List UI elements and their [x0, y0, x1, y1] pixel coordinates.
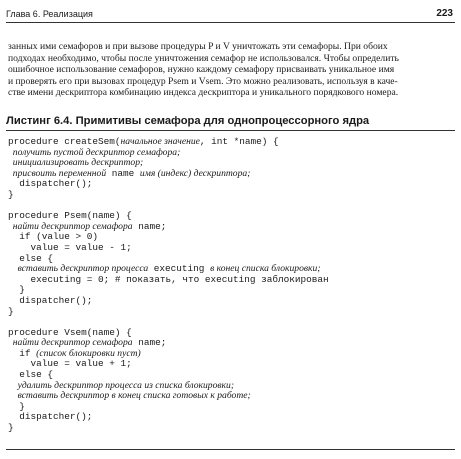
code-segment: присвоить переменной [12, 168, 107, 179]
header-rule [6, 22, 455, 23]
code-segment: if (value > 0) [8, 232, 99, 243]
code-segment: dispatcher(); [8, 179, 93, 190]
code-line [8, 211, 454, 222]
code-segment: удалить дескриптор процесса из списка блокировки; [17, 380, 235, 391]
code-line [8, 307, 454, 318]
code-segment [8, 264, 18, 274]
code-segment: procedure Vsem(name) { [8, 327, 132, 338]
code-segment: (список блокировки пуст) [36, 348, 141, 359]
code-line [8, 296, 454, 307]
code-segment: , int *name) { [199, 137, 279, 147]
code-line [8, 370, 454, 381]
code-line [8, 381, 454, 392]
code-segment [8, 381, 18, 391]
code-segment: имя (индекс) дескриптора; [139, 168, 251, 179]
code-line [8, 201, 454, 212]
paragraph-line: занных ими семафоров и при вызове процедуры P и V уничтожать эти семафоры. При обоих [8, 41, 388, 52]
code-segment: name; [132, 221, 167, 232]
code-line [8, 275, 454, 286]
paragraph-line: подходах необходимо, чтобы после уничтожения семафор не использовался. Чтобы определить [8, 52, 399, 64]
code-line [8, 137, 454, 148]
code-segment: начальное значение [120, 137, 200, 147]
code-segment: } [8, 285, 25, 296]
page-header [6, 7, 455, 23]
code-segment: } [8, 401, 25, 412]
code-line [8, 264, 454, 275]
code-line [8, 232, 454, 243]
code-segment: dispatcher(); [8, 412, 93, 423]
listing-end-rule [6, 449, 455, 450]
code-line [8, 190, 454, 201]
code-segment: name [106, 168, 140, 179]
code-segment: value = value + 1; [8, 359, 132, 370]
code-line [8, 179, 454, 190]
code-segment: } [8, 189, 14, 200]
code-segment [8, 391, 18, 401]
code-line [8, 402, 454, 413]
code-line [8, 222, 454, 233]
code-segment: вставить дескриптор в конец списка готовых к работе; [17, 391, 251, 402]
code-line [8, 169, 454, 180]
page-number: 223 [436, 8, 453, 19]
code-segment: else { [8, 370, 54, 381]
code-segment: executing = 0; # показать, что executing заблокирован [8, 274, 329, 285]
code-line [8, 158, 454, 169]
code-line [8, 412, 454, 423]
code-segment: инициализировать дескриптор; [12, 158, 144, 169]
body-paragraph [8, 41, 454, 99]
code-line [8, 359, 454, 370]
chapter-title: Глава 6. Реализация [6, 9, 93, 19]
code-segment: получить пустой дескриптор семафора; [12, 147, 181, 158]
code-segment: dispatcher(); [8, 295, 93, 306]
code-segment: в конец списка блокировки; [210, 264, 321, 275]
code-segment: name; [132, 338, 167, 349]
code-segment: procedure Psem(name) { [8, 211, 132, 222]
code-line [8, 338, 454, 349]
code-segment: найти дескриптор семафора [12, 221, 133, 232]
code-listing [8, 137, 454, 434]
code-line [8, 148, 454, 159]
code-line [8, 243, 454, 254]
code-line [8, 391, 454, 402]
listing-title-rule [6, 130, 455, 131]
code-segment: else { [8, 253, 54, 264]
code-segment: procedure createSem( [8, 137, 121, 147]
code-segment: найти дескриптор семафора [12, 338, 133, 349]
listing-title: Листинг 6.4. Примитивы семафора для однопроцессорного ядра [6, 115, 370, 127]
code-line [8, 423, 454, 434]
code-line [8, 317, 454, 328]
code-segment: } [8, 306, 14, 317]
paragraph-line: ошибочное использование семафоров, нужно каждому семафору присваивать уникальное имя [8, 64, 395, 75]
code-segment: executing [148, 264, 211, 275]
code-segment: вставить дескриптор процесса [17, 264, 149, 275]
code-line [8, 328, 454, 339]
code-segment: } [8, 423, 14, 434]
code-line [8, 349, 454, 360]
code-line [8, 254, 454, 265]
code-segment: value = value - 1; [8, 242, 132, 253]
code-line [8, 285, 454, 296]
paragraph-line: и проверять его при вызовах процедур Psem и Vsem. Это можно реализовать, используя в каче- [8, 75, 398, 87]
paragraph-line: стве имени дескриптора комбинацию индекса дескриптора и уникального порядкового номера. [8, 87, 399, 98]
code-segment: if [8, 348, 37, 359]
